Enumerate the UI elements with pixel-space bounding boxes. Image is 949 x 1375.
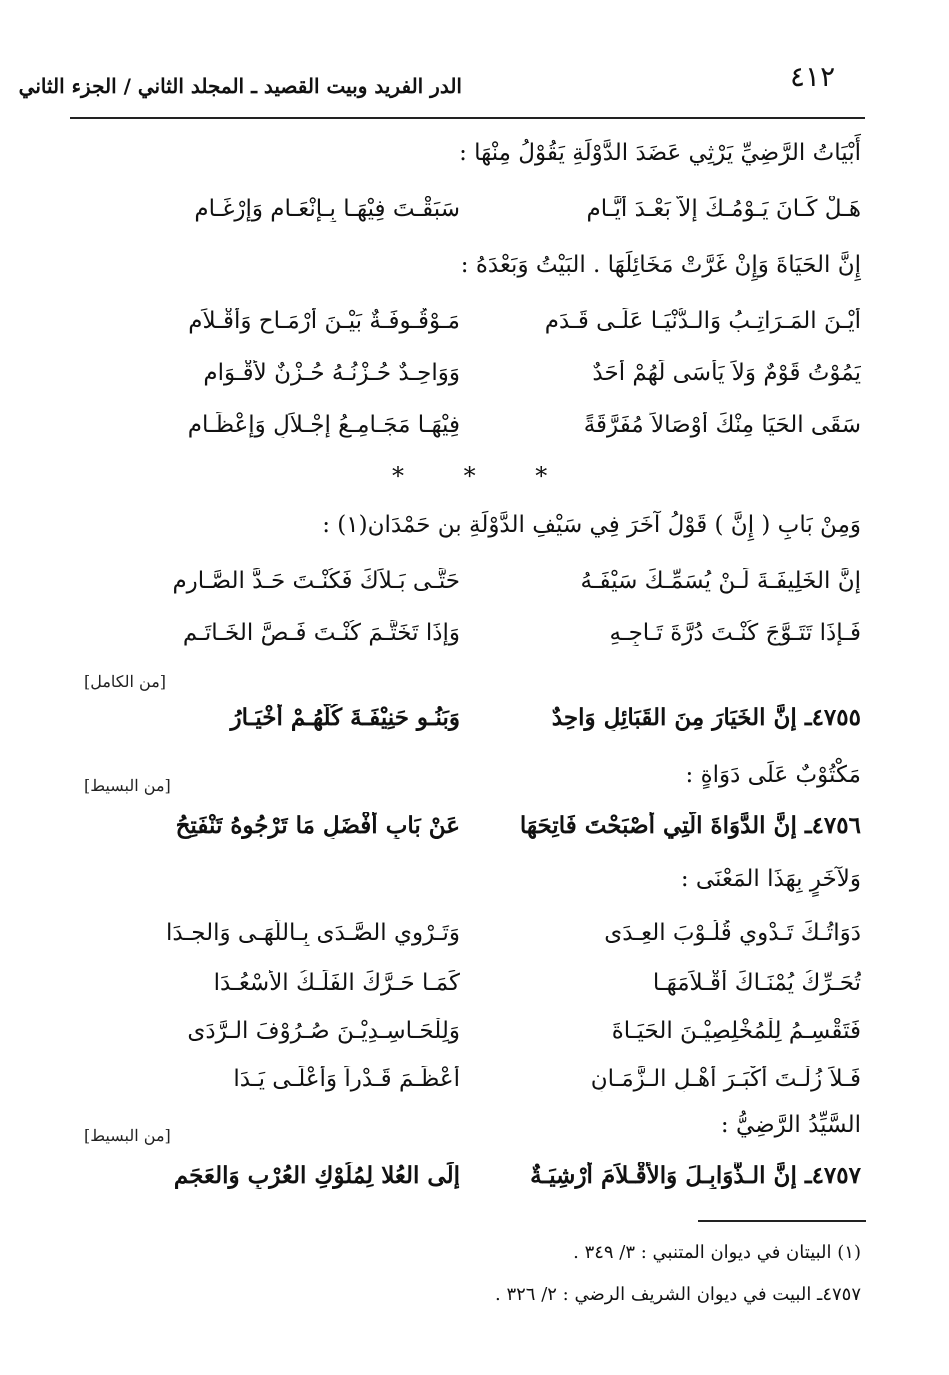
verse-hemistich-first: فَـلاَ زُلْـتَ أَكْبَـرَ أَهْـلِ الـزَّمَـانِ: [590, 1066, 861, 1092]
verse-hemistich-second: سَبَقْـتَ فِيْهَـا بِـإِنْعَـامٍ وَإِرْغَـامِ: [194, 196, 460, 222]
verse-hemistich-first: يَمُوْتُ قَوْمٌ وَلاَ يَأْسَى لَهُمْ أَحَدٌ: [592, 360, 861, 386]
verse-hemistich-first: هَـلْ كَـانَ يَـوْمُـكَ إِلاَّ بَعْـدَ أَيَّـامِ: [586, 196, 861, 222]
verse-hemistich-second: حَتَّـى بَـلاَكَ فَكُنْـتَ حَـدَّ الصَّـارِمِ: [172, 568, 460, 594]
footnote-rule: [698, 1220, 866, 1222]
verse-hemistich-first: إِنَّ الخَلِيفَـةَ لَـنْ يُسَمِّـكَ سَيْفَـهُ: [580, 568, 861, 594]
intro-radi: أَبْيَاتُ الرَّضِيِّ يَرْثِي عَضَدَ الدَّوْلَةِ يَقُوْلُ مِنْهَا :: [459, 140, 861, 166]
running-title: الدر الفريد وبيت القصيد ـ المجلد الثاني / الجزء الثاني: [18, 74, 462, 98]
section-separator: * * *: [392, 462, 574, 490]
verse-4756-second: عَنْ بَابِ أَفْضَلِ مَا تَرْجُوهُ تَنْفَتِحُ: [175, 812, 460, 839]
verse-4757-second: إِلَى العُلا لِمُلُوْكِ العُرْبِ وَالعَجَمِ: [173, 1162, 460, 1189]
radi-mid-line: إِنَّ الحَيَاةَ وَإِنْ غَرَّتْ مَخَائِلَهَا . البَيْتُ وَبَعْدَهُ :: [460, 252, 861, 278]
page-number: ٤١٢: [790, 60, 836, 93]
header-rule: [70, 117, 865, 119]
meter-label: [من البسيط]: [84, 776, 171, 795]
verse-hemistich-first: سَقَى الحَيَا مِنْكَ أَوْصَالاً مُفَرَّقَةً: [583, 412, 861, 438]
verse-hemistich-first: تُحَـرِّكُ يُمْنَـاكَ أَقْـلاَمَهَـا: [652, 970, 861, 996]
verse-hemistich-first: أَيْـنَ المَـرَاتِـبُ وَالـدُّنْيَـا عَلَـى قَـدَمٍ: [544, 308, 861, 334]
verse-hemistich-second: مَـوْقُـوفَـةٌ بَيْـنَ أَرْمَـاحٍ وَأَقْـلاَمِ: [188, 308, 460, 334]
verse-hemistich-first: فَتَقْسِـمُ لِلْمُخْلِصِيْـنَ الحَيَـاةَ: [611, 1018, 861, 1044]
verse-4755-second: وَبَنُـو حَنِيْفَـةَ كُلُّهُـمْ أَخْيَـارُ: [230, 704, 460, 731]
verse-hemistich-first: فَـإِذَا تَتَـوَّجَ كُنْـتَ دُرَّةَ تَـاجِـهِ: [609, 620, 861, 646]
verse-hemistich-second: فِيْهَـا مَجَـامِـعُ إِجْـلاَلٍ وَإِعْظَـامِ: [187, 412, 460, 438]
footnote: ٤٧٥٧ـ البيت في ديوان الشريف الرضي : ٢/ ٣٢٦ .: [495, 1284, 861, 1305]
footnote: (١) البيتان في ديوان المتنبي : ٣/ ٣٤٩ .: [573, 1242, 861, 1263]
verse-hemistich-first: دَوَاتُـكَ تَـدْوِي قُلُـوْبَ العِـدَى: [604, 920, 861, 946]
meter-label: [من الكامل]: [84, 672, 167, 691]
intro-sayyid: السَّيِّدُ الرَّضِيُّ :: [720, 1112, 861, 1138]
verse-4756-first: ٤٧٥٦ـ إِنَّ الدَّوَاةَ الَّتِي أَصْبَحْتَ فَاتِحَهَا: [519, 812, 861, 839]
meter-label: [من البسيط]: [84, 1126, 171, 1145]
intro-dawat: مَكْتُوْبٌ عَلَى دَوَاةٍ :: [685, 762, 861, 788]
intro-other: وَلآخَرٍ بِهَذَا المَعْنَى :: [680, 866, 861, 892]
verse-4755-first: ٤٧٥٥ـ إِنَّ الخَيَارَ مِنَ القَبَائِلِ وَاحِدٌ: [551, 704, 861, 731]
verse-hemistich-second: وَوَاحِـدٌ حُـزْنُـهُ حُـزْنٌ لأَقْـوَامِ: [203, 360, 460, 386]
verse-hemistich-second: أَعْظَـمَ قَـدْراً وَأَعْلَـى يَـدَا: [233, 1066, 460, 1092]
verse-hemistich-second: كَمَـا حَـرَّكَ الفَلَـكُ الأَسْعُـدَا: [213, 970, 460, 996]
intro-hamdan: وَمِنْ بَابِ ( إِنَّ ) قَوْلُ آخَرَ فِي سَيْفِ الدَّوْلَةِ بن حَمْدَان(١) :: [322, 512, 861, 538]
verse-hemistich-second: وَلِلْحَـاسِـدِيْـنَ صُـرُوْفَ الـرَّدَى: [187, 1018, 460, 1044]
verse-hemistich-second: وَتَـرْوِي الصَّـدَى بِـاللُّهَـى وَالجـدَا: [166, 920, 460, 946]
verse-hemistich-second: وَإِذَا تَخَتَّـمَ كُنْـتَ فَـصَّ الخَـاتَـمِ: [182, 620, 460, 646]
verse-4757-first: ٤٧٥٧ـ إِنَّ الـذَّوَابِـلَ وَالأَقْـلاَمَ أَرْشِيَـةٌ: [530, 1162, 861, 1189]
